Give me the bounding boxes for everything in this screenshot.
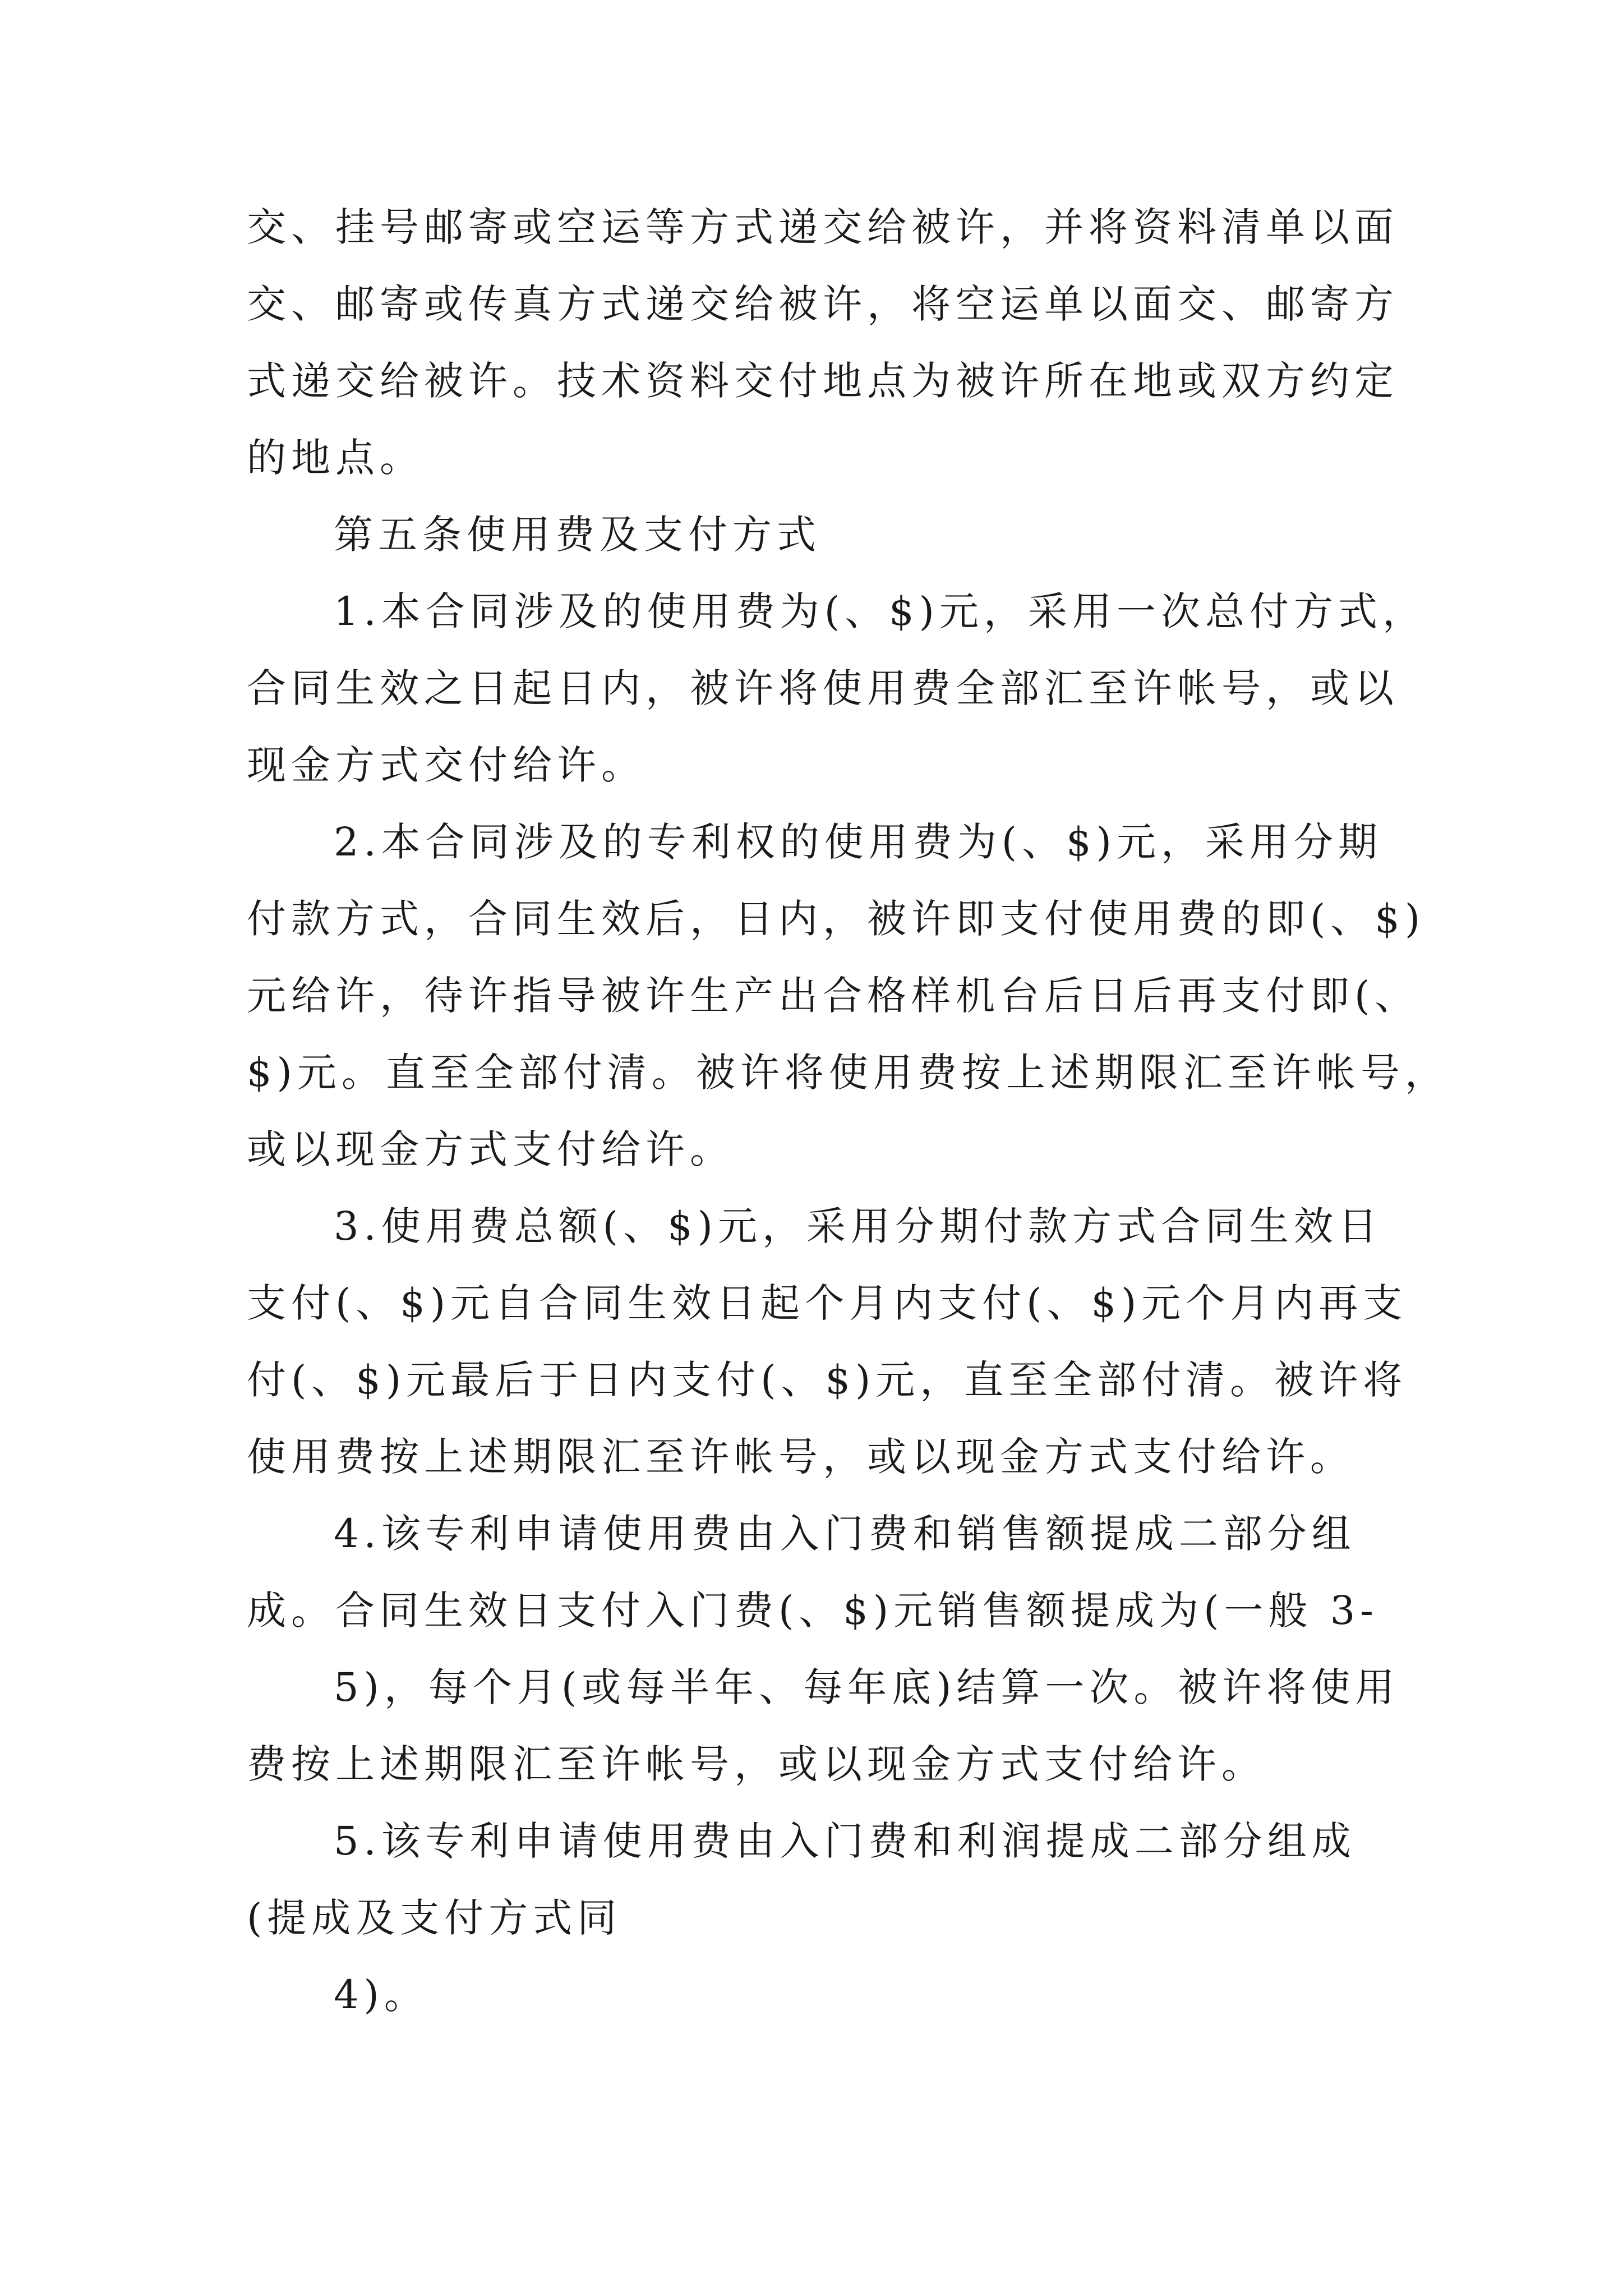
paragraph-line: 5.该专利申请使用费由入门费和利润提成二部分组成 (334, 1818, 1356, 1864)
paragraph-line: 或以现金方式支付给许。 (247, 1126, 734, 1172)
paragraph-line: 5)，每个月(或每半年、每年底)结算一次。被许将使用 (334, 1664, 1400, 1710)
paragraph-line: (提成及支付方式同 (247, 1895, 622, 1941)
paragraph-line: 元给许，待许指导被许生产出合格样机台后日后再支付即(、 (247, 973, 1419, 1019)
paragraph-line: 现金方式交付给许。 (247, 742, 645, 788)
paragraph-line: 使用费按上述期限汇至许帐号，或以现金方式支付给许。 (247, 1434, 1354, 1480)
paragraph-line: 的地点。 (247, 435, 424, 481)
paragraph-line: 付(、$)元最后于日内支付(、$)元，直至全部付清。被许将 (247, 1357, 1408, 1403)
paragraph-line: 付款方式，合同生效后，日内，被许即支付使用费的即(、$) (247, 896, 1426, 942)
paragraph-line: 3.使用费总额(、$)元，采用分期付款方式合同生效日 (334, 1203, 1382, 1249)
paragraph-line: 支付(、$)元自合同生效日起个月内支付(、$)元个月内再支 (247, 1280, 1408, 1326)
paragraph-line: 1.本合同涉及的使用费为(、$)元，采用一次总付方式， (334, 588, 1427, 634)
paragraph-line: 4)。 (334, 1972, 428, 2018)
paragraph-line: 费按上述期限汇至许帐号，或以现金方式支付给许。 (247, 1741, 1266, 1787)
paragraph-line: 交、挂号邮寄或空运等方式递交给被许，并将资料清单以面 (247, 204, 1399, 250)
paragraph-line: 4.该专利申请使用费由入门费和销售额提成二部分组 (334, 1511, 1356, 1557)
paragraph-line: 交、邮寄或传真方式递交给被许，将空运单以面交、邮寄方 (247, 281, 1399, 327)
paragraph-line: 式递交给被许。技术资料交付地点为被许所在地或双方约定 (247, 358, 1399, 404)
paragraph-line: 2.本合同涉及的专利权的使用费为(、$)元，采用分期 (334, 819, 1382, 865)
section-heading: 第五条使用费及支付方式 (334, 512, 821, 558)
paragraph-line: $)元。直至全部付清。被许将使用费按上述期限汇至许帐号， (247, 1050, 1449, 1096)
paragraph-line: 成。合同生效日支付入门费(、$)元销售额提成为(一般 3- (247, 1588, 1378, 1634)
paragraph-line: 合同生效之日起日内，被许将使用费全部汇至许帐号，或以 (247, 665, 1399, 711)
